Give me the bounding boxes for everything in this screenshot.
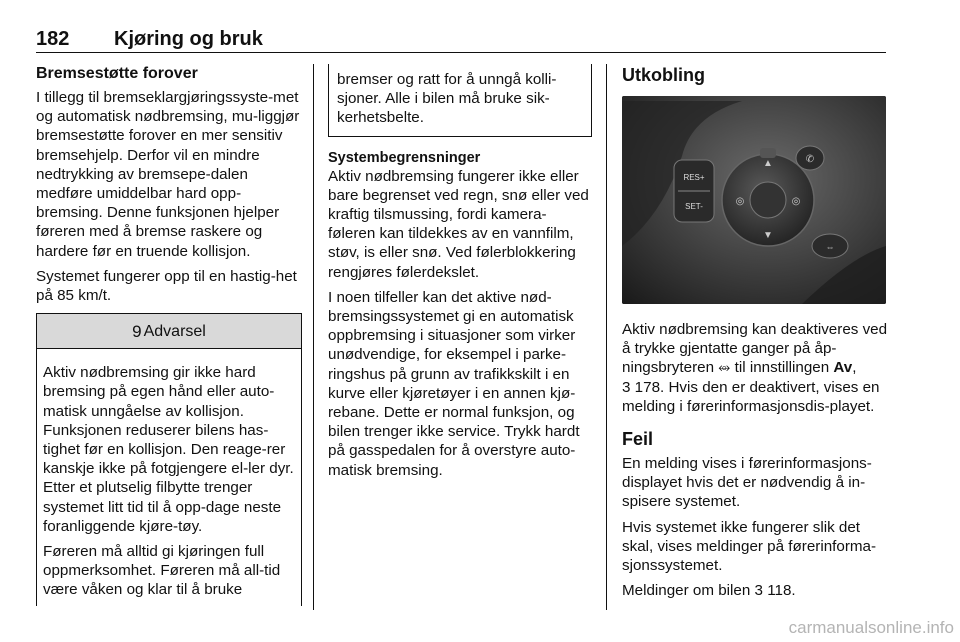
- svg-text:◎: ◎: [791, 196, 801, 207]
- page-number: 182: [36, 28, 70, 50]
- svg-text:◎: ◎: [735, 196, 745, 207]
- set-label: SET-: [685, 202, 703, 211]
- section-heading: Systembegrensninger: [328, 149, 481, 166]
- watermark: carmanualsonline.info: [788, 618, 954, 637]
- warning-icon: 9: [132, 321, 142, 341]
- svg-text:▼: ▼: [763, 230, 773, 241]
- warning-label: Advarsel: [143, 322, 206, 340]
- page-ref-arrow-icon: 3: [622, 378, 631, 396]
- warning-continuation: bremser og ratt for å unngå kolli-sjoner. Alle i bilen må bruke sik-kerhetsbelte.: [337, 71, 557, 127]
- warning-box: [36, 313, 302, 605]
- warning-paragraph: Aktiv nødbremsing gir ikke hard bremsing på egen hånd eller auto-matisk unngåelse av kollisjon. Funksjonen reduserer bilens has-tighet før en kollisjon. Den reage-rer kanskje ikke på fotgjengere el-ler dyr. Etter et plutselig filbytte trenger systemet litt tid til å opp-dage neste foranliggende kjøre-tøy.: [43, 364, 294, 535]
- lane-switch-icon: ⥈: [718, 359, 731, 377]
- paragraph: Meldinger om bilen 3 118.: [622, 582, 796, 600]
- paragraph: En melding vises i førerinformasjons-displayet hvis det er nødvendig å in-spisere systemet.: [622, 455, 872, 511]
- warning-header: [37, 314, 301, 349]
- res-label: RES+: [683, 173, 705, 182]
- steering-wheel-photo: [622, 96, 886, 304]
- svg-text:✆: ✆: [805, 154, 815, 165]
- svg-text:⇔: ⇔: [825, 242, 835, 252]
- paragraph: I noen tilfeller kan det aktive nød-bremsingssystemet gi en automatisk oppbremsing i situasjoner som virker unødvendige, for eksempel i parke-ringshus på grunn av trafikkskilt i en kurve eller kjøretøyer i en annen kjø-rebane. Dette er normal funksjon, og bilen trenger ikke service. Trykk hardt på gasspedalen for å overstyre auto-matisk bremsing.: [328, 288, 580, 479]
- column-3: [622, 64, 888, 606]
- svg-text:▲: ▲: [763, 158, 773, 169]
- section-heading: Bremsestøtte forover: [36, 65, 198, 82]
- column-1: [36, 64, 302, 606]
- paragraph: Aktiv nødbremsing kan deaktiveres ved å trykke gjentatte ganger på åp-ningsbryteren ⥈ til innstillingen Av, 3 178. Hvis den er deaktivert, vises en melding i førerinformasjonsdis-playet.: [622, 321, 888, 415]
- column-divider: [606, 64, 607, 610]
- column-divider: [313, 64, 314, 610]
- paragraph: Hvis systemet ikke fungerer slik det skal, vises meldinger på førerinforma-sjonssystemet.: [622, 518, 877, 575]
- warning-paragraph: Føreren må alltid gi kjøringen full oppmerksomhet. Føreren må all-tid være våken og klar til å bruke: [43, 543, 281, 599]
- section-heading: Utkobling: [622, 65, 705, 85]
- warning-continuation-box: [328, 64, 592, 137]
- paragraph: I tillegg til bremseklargjøringssyste-met og automatisk nødbremsing, mu-liggjør bremsestøtte forover en mer sensitiv bremsehjelp. Derfor vil en mindre nedtrykking av bremsepe-dalen medføre umiddelbar hard opp-bremsing. Denne funksjonen hjelper føreren med å bremse raskere og hardere før en truende kollisjon.: [36, 89, 300, 260]
- paragraph: Systemet fungerer opp til en hastig-het på 85 km/t.: [36, 267, 297, 305]
- steering-wheel-controls-image: [622, 96, 886, 304]
- paragraph: Aktiv nødbremsing fungerer ikke eller bare begrenset ved regn, snø eller ved kraftig tilsmussing, fordi kamera-føleren kan tildekkes av en vannfilm, støv, is eller snø. Ved følerblokkering rengjøres følerdekslet.: [328, 167, 589, 281]
- page-header: [36, 28, 886, 53]
- page-title: Kjøring og bruk: [114, 28, 263, 50]
- section-heading: Feil: [622, 429, 654, 450]
- page-ref-arrow-icon: 3: [754, 582, 763, 600]
- warning-body: [37, 349, 301, 605]
- column-2: [328, 64, 592, 486]
